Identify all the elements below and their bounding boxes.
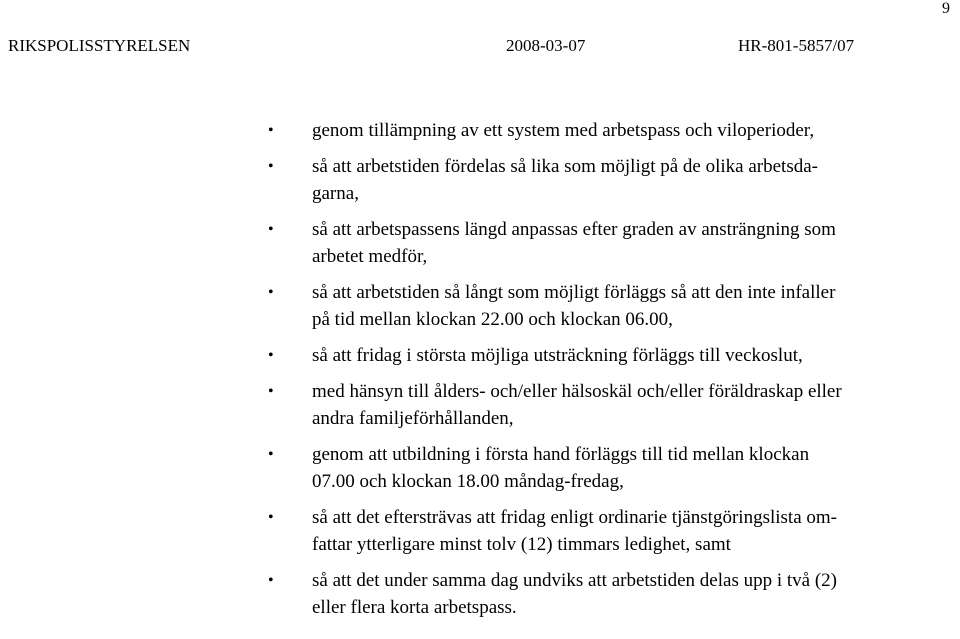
list-item — [0, 441, 932, 495]
list-item-text-line: 07.00 och klockan 18.00 måndag-fredag, — [312, 471, 624, 492]
list-item-text-line: genom tillämpning av ett system med arbetspass och viloperioder, — [312, 120, 815, 141]
bullet-icon: • — [268, 509, 274, 526]
bullet-icon: • — [268, 383, 274, 400]
bullet-list — [0, 117, 960, 630]
list-item-text-line: så att arbetstiden fördelas så lika som möjligt på de olika arbetsda- — [312, 156, 818, 177]
bullet-icon: • — [268, 221, 274, 238]
list-item-text-line: på tid mellan klockan 22.00 och klockan 06.00, — [312, 309, 673, 330]
document-header — [0, 36, 960, 56]
header-organization: RIKSPOLISSTYRELSEN — [8, 36, 191, 55]
header-date: 2008-03-07 — [506, 36, 586, 55]
list-item — [0, 153, 932, 207]
list-item-text-line: så att det under samma dag undviks att arbetstiden delas upp i två (2) — [312, 570, 837, 591]
list-item-text-line: så att arbetstiden så långt som möjligt förläggs så att den inte infaller — [312, 282, 836, 303]
page-number: 9 — [942, 0, 950, 17]
list-item — [0, 342, 932, 369]
list-item-text-line: så att fridag i största möjliga utsträckning förläggs till veckoslut, — [312, 345, 803, 366]
bullet-icon: • — [268, 122, 274, 139]
list-item — [0, 567, 932, 621]
bullet-icon: • — [268, 284, 274, 301]
list-item — [0, 504, 932, 558]
bullet-icon: • — [268, 446, 274, 463]
list-item — [0, 216, 932, 270]
list-item-text-line: arbetet medför, — [312, 246, 428, 267]
list-item-text-line: garna, — [312, 183, 359, 204]
list-item-text-line: med hänsyn till ålders- och/eller hälsoskäl och/eller föräldraskap eller — [312, 381, 842, 402]
header-reference: HR-801-5857/07 — [738, 36, 855, 55]
list-item — [0, 117, 932, 144]
list-item-text-line: eller flera korta arbetspass. — [312, 597, 517, 618]
list-item — [0, 279, 932, 333]
bullet-icon: • — [268, 158, 274, 175]
list-item-text-line: genom att utbildning i första hand förläggs till tid mellan klockan — [312, 444, 810, 465]
list-item-text-line: så att arbetspassens längd anpassas efter graden av ansträngning som — [312, 219, 836, 240]
list-item-text-line: fattar ytterligare minst tolv (12) timmars ledighet, samt — [312, 534, 731, 555]
bullet-icon: • — [268, 347, 274, 364]
bullet-icon: • — [268, 572, 274, 589]
list-item — [0, 378, 932, 432]
list-item-text-line: så att det eftersträvas att fridag enligt ordinarie tjänstgöringslista om- — [312, 507, 837, 528]
list-item-text-line: andra familjeförhållanden, — [312, 408, 514, 429]
